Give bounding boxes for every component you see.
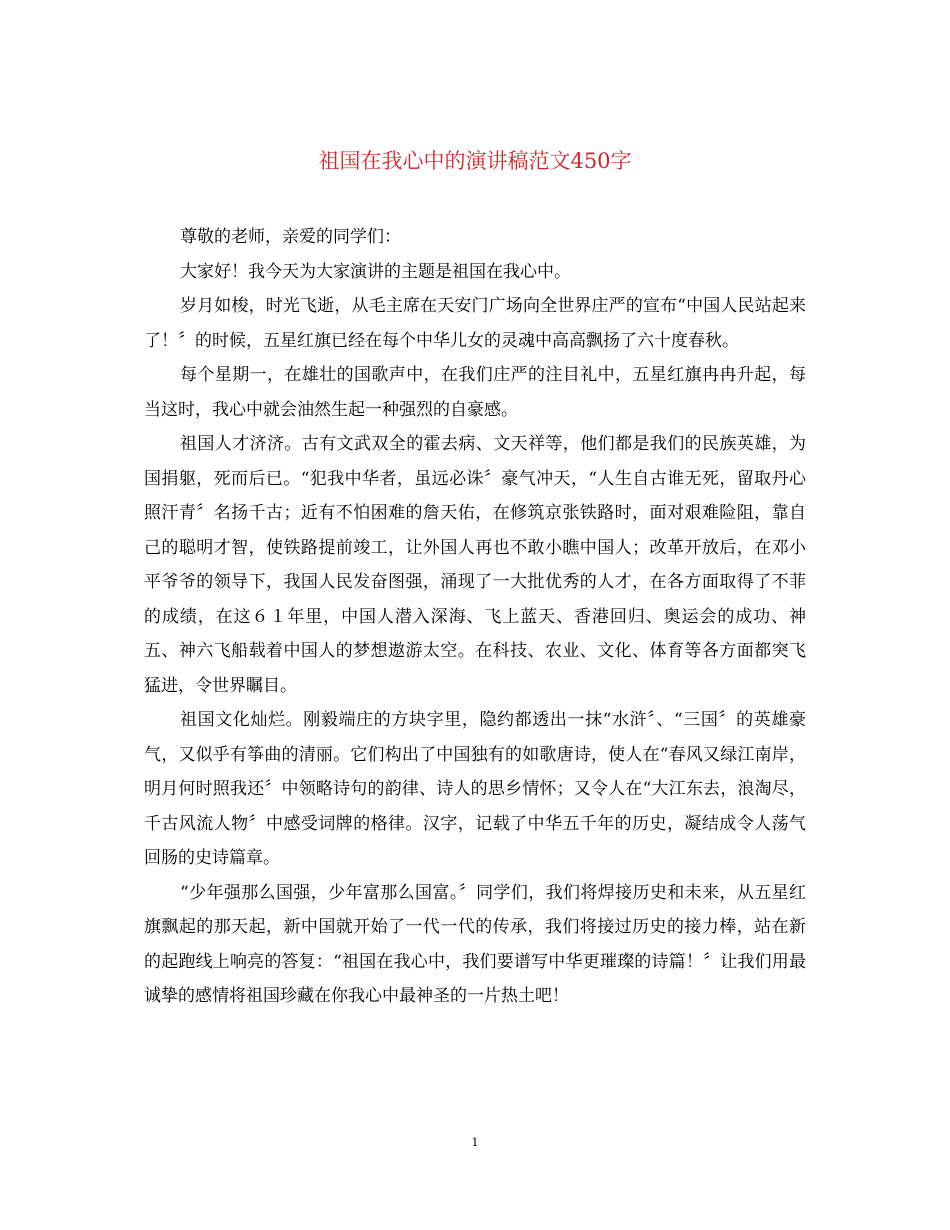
paragraph-talents: 祖国人才济济。古有文武双全的霍去病、文天祥等，他们都是我们的民族英雄，为国捐躯，死而后已。“犯我中华者，虽远必诛〞豪气冲天，“人生自古谁无死，留取丹心照汗青〞名扬千古；近有不怕困难的詹天佑，在修筑京张铁路时，面对艰难险阻，靠自己的聪明才智，使铁路提前竣工，让外国人再也不敢小瞧中国人；改革开放后，在邓小平爷爷的领导下，我国人民发奋图强，涌现了一大批优秀的人才，在各方面取得了不菲的成绩，在这６１年里，中国人潜入深海、飞上蓝天、香港回归、奥运会的成功、神五、神六飞船载着中国人的梦想遨游太空。在科技、农业、文化、体育等各方面都突飞猛进，令世界瞩目。 — [144, 434, 806, 696]
paragraph-greeting: 尊敬的老师，亲爱的同学们： — [180, 227, 401, 247]
paragraph-culture: 祖国文化灿烂。刚毅端庄的方块字里，隐约都透出一抹“水浒〞、“三国〞的英雄豪气，又似乎有筝曲的清丽。它们构出了中国独有的如歌唐诗，使人在“春风又绿江南岸，明月何时照我还〞中领略诗句的韵律、诗人的思乡情怀；又令人在“大江东去，浪淘尽，千古风流人物〞中感受词牌的格律。汉字，记载了中华五千年的历史，凝结成令人荡气回肠的史诗篇章。 — [144, 710, 806, 868]
paragraph-flag-raising: 每个星期一，在雄壮的国歌声中，在我们庄严的注目礼中，五星红旗冉冉升起，每当这时，我心中就会油然生起一种强烈的自豪感。 — [144, 365, 806, 420]
paragraph-history: 岁月如梭，时光飞逝，从毛主席在天安门广场向全世界庄严的宣布“中国人民站起来了！〞的时候，五星红旗已经在每个中华儿女的灵魂中高高飘扬了六十度春秋。 — [144, 296, 806, 351]
document-body — [144, 220, 806, 1014]
paragraph-opening: 大家好！我今天为大家演讲的主题是祖国在我心中。 — [180, 261, 571, 282]
page-number: 1 — [471, 1136, 479, 1149]
paragraph-closing: “少年强那么国强，少年富那么国富。〞同学们，我们将焊接历史和未来，从五星红旗飘起的那天起，新中国就开始了一代一代的传承，我们将接过历史的接力棒，站在新的起跑线上响亮的答复：“祖国在我心中，我们要谱写中华更璀璨的诗篇！〞让我们用最诚挚的感情将祖国珍藏在你我心中最神圣的一片热土吧！ — [144, 882, 806, 1006]
document-title: 祖国在我心中的演讲稿范文450字 — [318, 149, 632, 173]
